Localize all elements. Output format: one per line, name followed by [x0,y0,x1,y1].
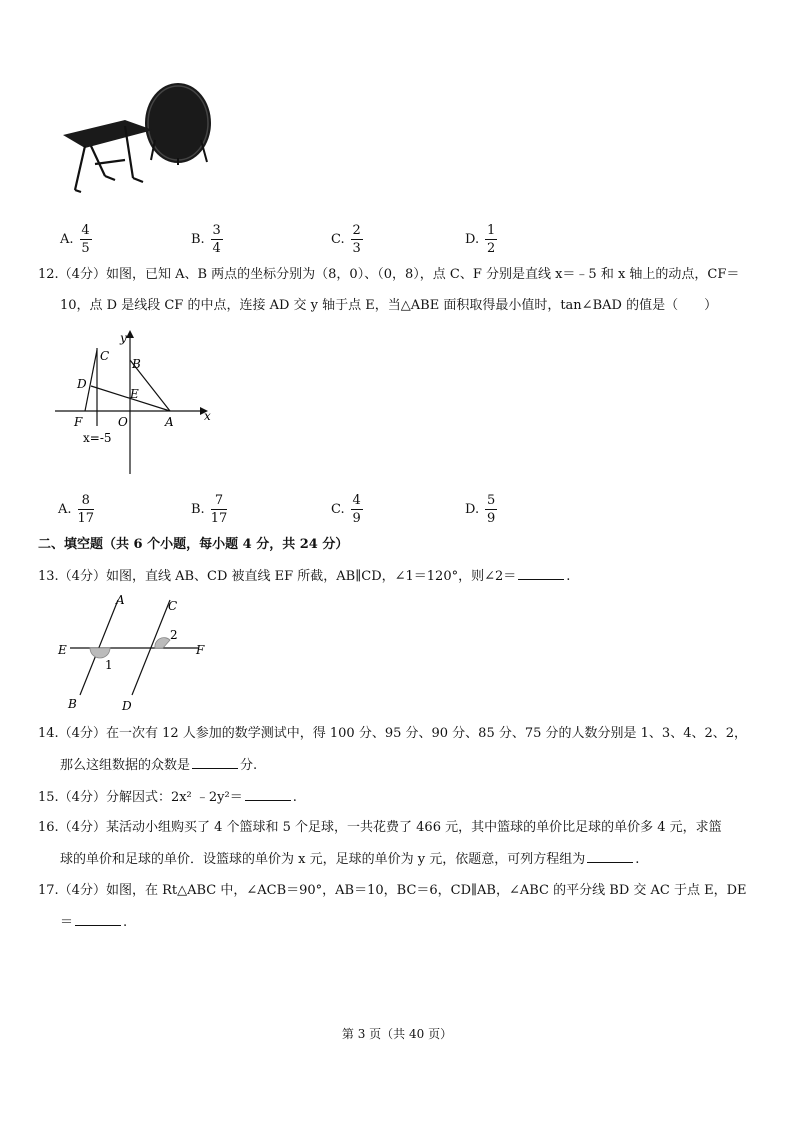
option-label: C. [331,502,345,517]
q13-text [38,567,570,586]
label-d: D [122,699,132,713]
label-f: F [74,415,83,429]
option-label: A. [60,232,74,247]
q17-text-before: ＝ [60,915,74,930]
q17-text-line-2 [60,913,127,932]
q12-text-line-1: 12.（4分）如图，已知 A、B 两点的坐标分别为（8，0）、（0，8），点 C、F 分别是直线 x＝﹣5 和 x 轴上的动点，CF＝ [38,267,740,282]
q16-text-after: . [635,852,640,867]
q17-text-line-1: 17.（4分）如图，在 Rt△ABC 中，∠ACB＝90°，AB＝10，BC＝6，CD∥AB，∠ABC 的平分线 BD 交 AC 于点 E，DE [38,883,747,898]
label-c: C [100,349,110,363]
q15-text [38,788,297,807]
option-fraction [78,493,95,526]
denominator: 9 [486,511,496,526]
denominator: 9 [352,511,361,526]
label-e: E [130,387,139,401]
numerator: 3 [212,223,221,238]
option-fraction [351,223,363,256]
angle-1-label: 1 [105,658,113,672]
numerator: 7 [214,493,224,508]
numerator: 1 [486,223,496,238]
answer-blank [192,756,238,769]
option-label: B. [191,232,205,247]
q17-text-after: . [123,915,128,930]
numerator: 4 [352,493,361,508]
option-label: D. [465,502,480,517]
answer-blank [587,850,633,863]
q12-text-line-2: 10，点 D 是线段 CF 的中点，连接 AD 交 y 轴于点 E，当△ABE 面积取得最小值时，tan∠BAD 的值是（ ） [60,298,718,313]
q13-text-after: . [566,569,571,584]
denominator: 3 [352,241,361,256]
q15-text-after: . [292,790,297,805]
option-label: B. [191,502,205,517]
label-f: F [196,643,205,657]
q14-text-after: 分. [240,758,258,773]
q14-text-line-2 [60,756,257,775]
q11-option-b [191,223,223,256]
numerator: 2 [352,223,361,238]
label-b: B [132,357,141,371]
label-y: y [120,331,127,345]
q16-text-before: 球的单价和足球的单价．设篮球的单价为 x 元，足球的单价为 y 元，依题意，可列方程组为 [60,852,586,867]
q13-figure [50,590,220,715]
q16-text-line-2 [60,850,639,869]
q12-option-c [331,493,363,526]
option-fraction [351,493,363,526]
q14-text-before: 那么这组数据的众数是 [60,758,191,773]
section-title: 二、填空题（共 6 个小题，每小题 4 分，共 24 分） [38,537,349,552]
label-d: D [77,377,87,391]
label-b: B [68,697,77,711]
numerator: 5 [486,493,496,508]
label-line-eq: x=-5 [83,431,112,445]
option-label: D. [465,232,480,247]
answer-blank [518,567,564,580]
label-x: x [204,409,211,423]
q11-option-d [465,223,497,256]
option-label: C. [331,232,345,247]
q11-option-a [60,223,92,256]
label-a: A [116,593,125,607]
q12-option-a [58,493,94,526]
option-fraction [211,223,223,256]
option-fraction [211,493,228,526]
option-fraction [80,223,92,256]
denominator: 4 [212,241,221,256]
q16-text-line-1: 16.（4分）某活动小组购买了 4 个篮球和 5 个足球，一共花费了 466 元，其中篮球的单价比足球的单价多 4 元，求篮 [38,820,722,835]
denominator: 5 [81,241,90,256]
answer-blank [245,788,291,801]
q14-text-line-1: 14.（4分）在一次有 12 人参加的数学测试中，得 100 分、95 分、90 分、85 分、75 分的人数分别是 1、3、4、2、2， [38,726,748,741]
q12-option-d [465,493,497,526]
q12-figure [50,326,220,476]
label-e: E [58,643,67,657]
option-label: A. [58,502,72,517]
denominator: 17 [77,511,95,526]
answer-blank [75,913,121,926]
q11-photo [55,80,215,198]
label-c: C [168,599,178,613]
denominator: 2 [486,241,496,256]
label-o: O [118,415,128,429]
page-footer: 第 3 页（共 40 页） [341,1027,453,1041]
denominator: 17 [210,511,228,526]
q13-text-before: 13.（4分）如图，直线 AB、CD 被直线 EF 所截，AB∥CD，∠1＝120°，则∠2＝ [38,569,517,584]
numerator: 8 [81,493,90,508]
numerator: 4 [81,223,90,238]
q12-option-b [191,493,227,526]
q15-text-before: 15.（4分）分解因式：2x² ﹣2y²＝ [38,790,243,805]
option-fraction [485,223,497,256]
q11-option-c [331,223,363,256]
label-a: A [165,415,174,429]
option-fraction [485,493,497,526]
angle-2-label: 2 [170,628,178,642]
